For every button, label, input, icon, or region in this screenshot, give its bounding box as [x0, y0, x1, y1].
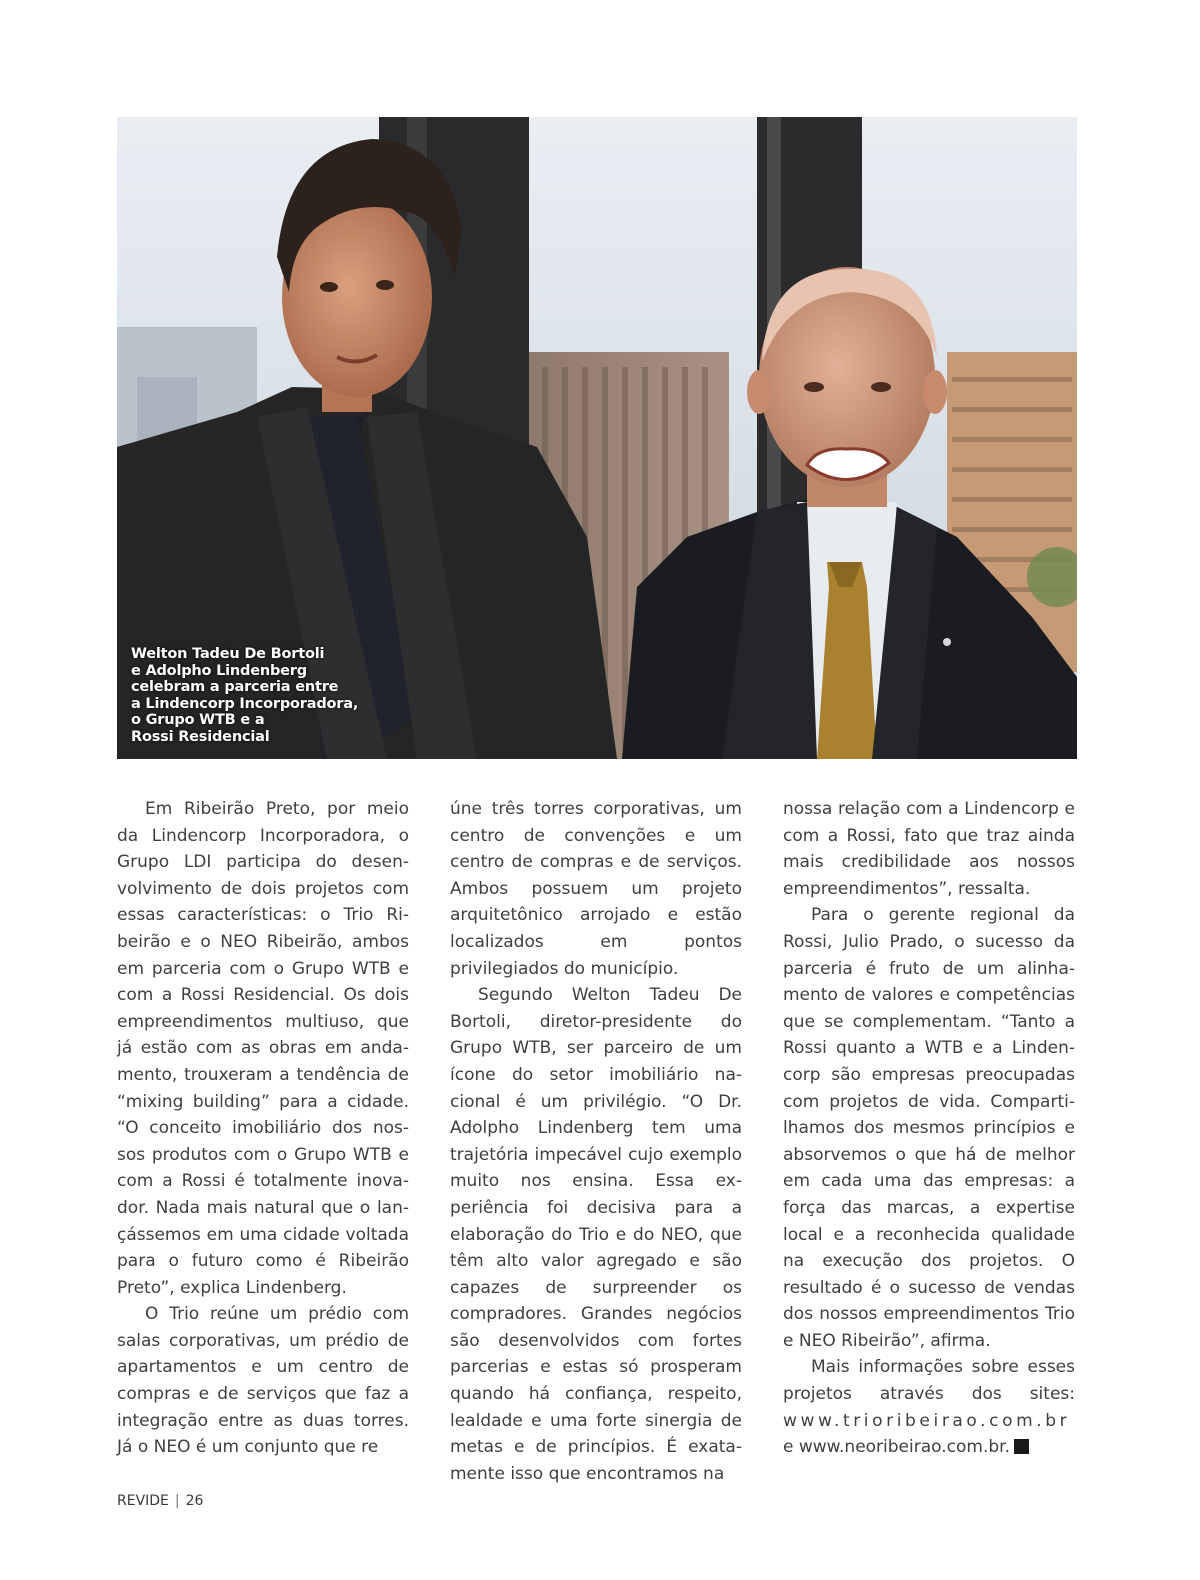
website-link-neo[interactable]: e www.neoribeirao.com.br.	[783, 1437, 1010, 1458]
caption-line: celebram a parceria entre	[131, 679, 339, 695]
paragraph	[783, 1354, 1075, 1460]
paragraph: Em Ribeirão Preto, por meio da Lindencorp Incorporadora, o Grupo LDI participa do desenvolvimento de dois projetos com essas características: o Trio Ribeirão e o NEO Ribeirão, ambos em parceria com o Grupo WTB e com a Rossi Residencial. Os dois empreendimentos multiuso, que já estão com as obras em andamento, trouxeram a tendência de “mixing building” para a cidade. “O conceito imobiliário dos nossos produtos com o Grupo WTB e com a Rossi é totalmente inovador. Nada mais natural que o lançássemos em uma cidade voltada para o futuro como é Ribeirão Preto”, explica Lindenberg.	[117, 799, 409, 1298]
article-photo	[117, 117, 1077, 759]
page-footer	[117, 1493, 203, 1509]
paragraph: nossa relação com a Lindencorp e com a Rossi, fato que traz ainda mais credibilidade aos nossos empreendimentos”, ressalta.	[783, 799, 1075, 899]
end-of-article-icon	[1014, 1439, 1029, 1454]
website-link-trio[interactable]: www.trioribeirao.com.br	[783, 1410, 1071, 1431]
page-number: 26	[185, 1493, 204, 1509]
article-column-2	[450, 796, 742, 1487]
article-column-3	[783, 796, 1075, 1461]
paragraph: úne três torres corporativas, um centro de convenções e um centro de compras e de serviços. Ambos possuem um projeto arquitetônico arrojado e estão localizados em pontos privilegiados do município.	[450, 799, 742, 979]
photo-caption	[131, 646, 361, 745]
caption-line: Welton Tadeu De Bortoli	[131, 646, 325, 662]
magazine-name: REVIDE	[117, 1493, 169, 1509]
paragraph-lead: Mais informações sobre esses projetos através dos sites:	[783, 1357, 1075, 1405]
article-column-1	[117, 796, 409, 1461]
footer-separator: |	[174, 1493, 180, 1509]
caption-line: e Adolpho Lindenberg	[131, 662, 307, 679]
caption-line: Rossi Residencial	[131, 728, 270, 745]
caption-line: o Grupo WTB e a	[131, 712, 265, 728]
paragraph: Segundo Welton Tadeu De Bortoli, diretor-presidente do Grupo WTB, ser parceiro de um ícone do setor imobiliário nacional é um privilégio. “O Dr. Adolpho Lindenberg tem uma trajetória impecável cujo exemplo muito nos ensina. Essa experiência foi decisiva para a elaboração do Trio e do NEO, que têm alto valor agregado e são capazes de surpreender os compradores. Grandes negócios são desenvolvidos com fortes parcerias e estas só prosperam quando há confiança, respeito, lealdade e uma forte sinergia de metas e de princípios. É exatamente isso que encontramos na	[450, 985, 742, 1484]
paragraph: O Trio reúne um prédio com salas corporativas, um prédio de apartamentos e um centro de compras e de serviços que faz a integração entre as duas torres. Já o NEO é um conjunto que re	[117, 1304, 409, 1458]
caption-line: a Lindencorp Incorporadora,	[131, 695, 359, 712]
paragraph: Para o gerente regional da Rossi, Julio Prado, o sucesso da parceria é fruto de um alinhamento de valores e competências que se complementam. “Tanto a Rossi quanto a WTB e a Lindencorp são empresas preocupadas com projetos de vida. Compartilhamos dos mesmos princípios e absorvemos o que há de melhor em cada uma das empresas: a força das marcas, a expertise local e a reconhecida qualidade na execução dos projetos. O resultado é o sucesso de vendas dos nossos empreendimentos Trio e NEO Ribeirão”, afirma.	[783, 905, 1075, 1351]
